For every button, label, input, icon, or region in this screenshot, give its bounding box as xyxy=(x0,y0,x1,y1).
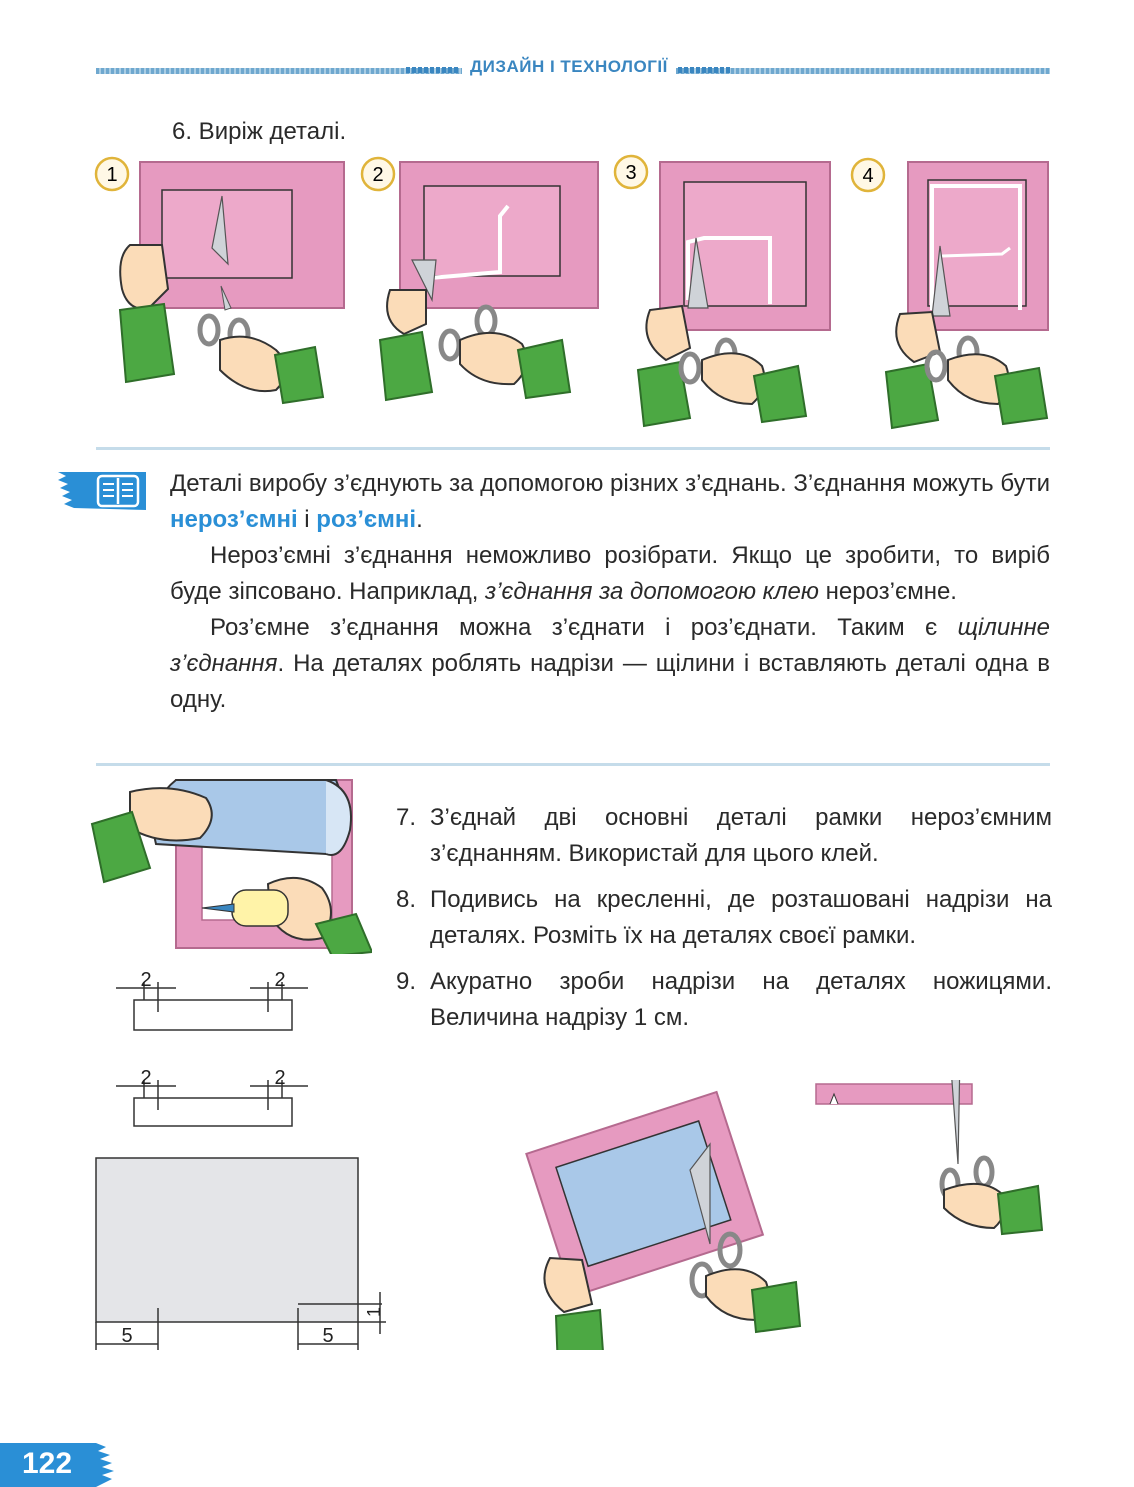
step-2-panel xyxy=(380,162,598,400)
section-divider xyxy=(96,763,1050,766)
keyword-non-detachable: нероз’ємні xyxy=(170,506,298,533)
section-title: ДИЗАЙН І ТЕХНОЛОГІЇ xyxy=(462,57,676,77)
step-3-number: 3 xyxy=(625,162,637,184)
technical-drawing xyxy=(92,962,392,1362)
dim-big-left: 5 xyxy=(121,1325,133,1347)
step-4-number: 4 xyxy=(862,165,874,187)
step-1-panel xyxy=(120,162,344,403)
dim-big-depth: 1 xyxy=(364,1306,384,1318)
cutting-steps-illustration xyxy=(90,150,1050,432)
gluing-illustration xyxy=(90,772,372,954)
slot-cutting-illustration xyxy=(520,1080,1060,1350)
step-6-heading: 6. Виріж деталі. xyxy=(172,118,347,145)
list-item: 9. Акуратно зроби надрізи на деталях ножицями. Величина надрізу 1 см. xyxy=(396,968,1052,1031)
page-number: 122 xyxy=(22,1447,73,1480)
info-block xyxy=(170,466,1050,718)
dim-strip1-left: 2 xyxy=(140,969,152,991)
steps-list xyxy=(396,800,1052,1046)
step-1-number: 1 xyxy=(106,164,118,186)
step-4-panel xyxy=(886,162,1048,428)
dim-strip2-left: 2 xyxy=(140,1067,152,1089)
section-divider xyxy=(96,447,1050,450)
dim-big-right: 5 xyxy=(322,1325,334,1347)
dim-strip2-right: 2 xyxy=(274,1067,286,1089)
step-2-number: 2 xyxy=(372,164,384,186)
info-paragraph-3: Роз’ємне з’єднання можна з’єднати і роз’єднати. Таким є щілинне з’єднання. На деталях роблять надрізи — щілини і вставляють деталі одна в одну. xyxy=(170,614,1050,713)
dim-strip1-right: 2 xyxy=(274,969,286,991)
info-paragraph-2: Нероз’ємні з’єднання неможливо розібрати. Якщо це зробити, то виріб буде зіпсовано. Наприклад, з’єднання за допомогою клею нероз’ємне. xyxy=(170,542,1050,605)
book-icon xyxy=(58,466,146,516)
list-item: 8. Подивись на кресленні, де розташовані надрізи на деталях. Розміть їх на деталях своєї рамки. xyxy=(396,886,1052,949)
info-paragraph-1: Деталі виробу з’єднують за допомогою різних з’єднань. З’єднання можуть бути нероз’ємні і роз’ємні. xyxy=(170,470,1050,533)
keyword-detachable: роз’ємні xyxy=(316,506,417,533)
step-3-panel xyxy=(638,162,830,426)
list-item: 7. З’єднай дві основні деталі рамки нероз’ємним з’єднанням. Використай для цього клей. xyxy=(396,804,1052,867)
